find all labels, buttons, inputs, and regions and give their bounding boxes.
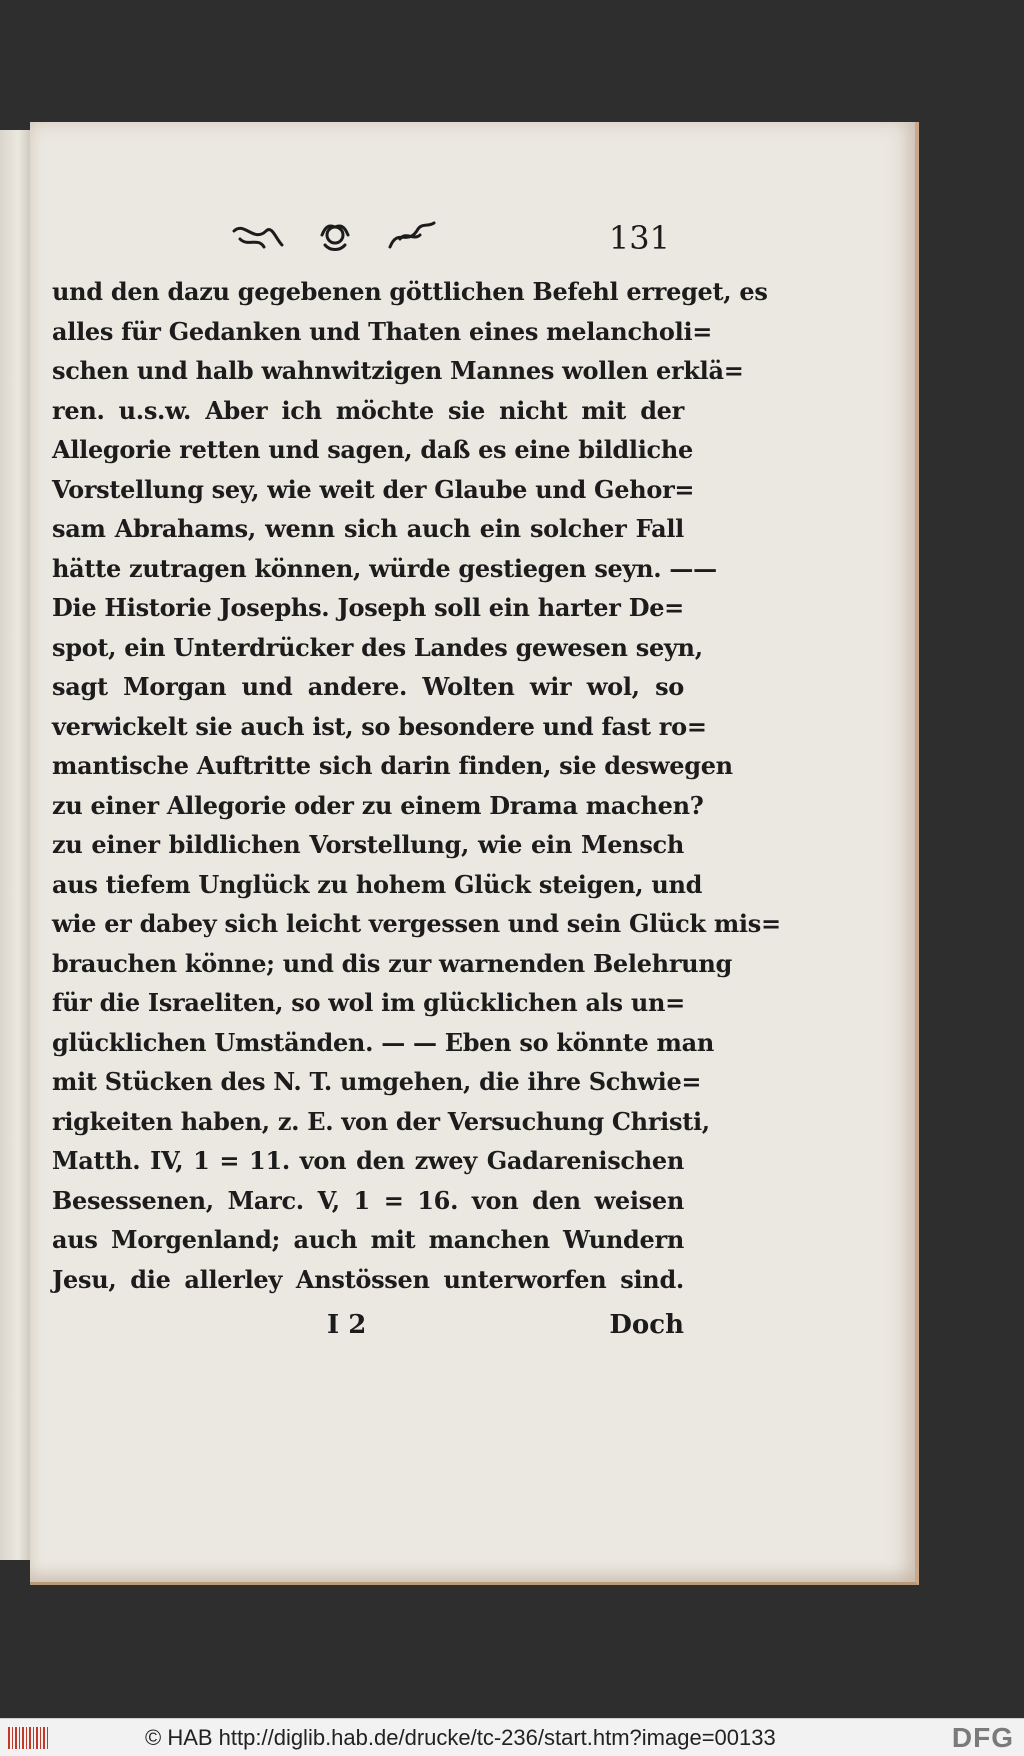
text-line: sam Abrahams, wenn sich auch ein solcher Fall <box>52 514 684 543</box>
page-footer <box>52 1310 684 1350</box>
dfg-logo: DFG <box>951 1722 1014 1753</box>
text-line: glücklichen Umständen. — — Eben so könnte man <box>52 1027 714 1057</box>
text-line: zu einer Allegorie oder zu einem Drama machen? <box>52 790 704 820</box>
text-line: Die Historie Josephs. Joseph soll ein harter De= <box>52 593 684 622</box>
text-line: Matth. IV, 1 = 11. von den zwey Gadarenischen <box>52 1146 684 1175</box>
book-page <box>30 122 919 1585</box>
text-line: mit Stücken des N. T. umgehen, die ihre Schwie= <box>52 1067 702 1096</box>
text-line: Vorstellung sey, wie weit der Glaube und Gehor= <box>52 474 695 504</box>
text-line: schen und halb wahnwitzigen Mannes wollen erklä= <box>52 356 744 385</box>
catchword: Doch <box>609 1310 684 1340</box>
page-header <box>230 217 690 267</box>
body-text <box>52 272 781 1299</box>
text-line: für die Israeliten, so wol im glücklichen als un= <box>52 988 685 1017</box>
signature-mark: I 2 <box>327 1310 367 1340</box>
text-line: aus tiefem Unglück zu hohem Glück steigen, und <box>52 869 703 899</box>
previous-page-edge <box>0 130 31 1560</box>
credit-bar <box>0 1718 1024 1756</box>
text-line: spot, ein Unterdrücker des Landes gewesen seyn, <box>52 632 703 662</box>
text-line: alles für Gedanken und Thaten eines melancholi= <box>52 316 713 346</box>
text-line: brauchen könne; und dis zur warnenden Belehrung <box>52 948 732 978</box>
text-line: zu einer bildlichen Vorstellung, wie ein Mensch <box>52 830 684 859</box>
text-line: Allegorie retten und sagen, daß es eine bildliche <box>52 435 693 464</box>
text-line: sagt Morgan und andere. Wolten wir wol, so <box>52 672 684 701</box>
ornament-icon <box>230 217 440 257</box>
credit-link[interactable]: © HAB http://diglib.hab.de/drucke/tc-236/start.htm?image=00133 <box>145 1725 776 1750</box>
text-line: ren. u.s.w. Aber ich möchte sie nicht mit der <box>52 395 684 425</box>
text-line: und den dazu gegebenen göttlichen Befehl erreget, es <box>52 277 768 306</box>
page-number: 131 <box>608 219 670 257</box>
text-line: wie er dabey sich leicht vergessen und sein Glück mis= <box>52 909 781 938</box>
text-line: hätte zutragen können, würde gestiegen seyn. —— <box>52 553 717 583</box>
barcode-icon <box>8 1727 48 1749</box>
text-line: Jesu, die allerley Anstössen unterworfen sind. <box>52 1264 684 1294</box>
text-line: verwickelt sie auch ist, so besondere und fast ro= <box>52 711 707 741</box>
text-line: mantische Auftritte sich darin finden, sie deswegen <box>52 751 733 780</box>
text-line: aus Morgenland; auch mit manchen Wundern <box>52 1225 684 1254</box>
text-line: rigkeiten haben, z. E. von der Versuchung Christi, <box>52 1106 710 1136</box>
text-line: Besessenen, Marc. V, 1 = 16. von den weisen <box>52 1185 684 1215</box>
